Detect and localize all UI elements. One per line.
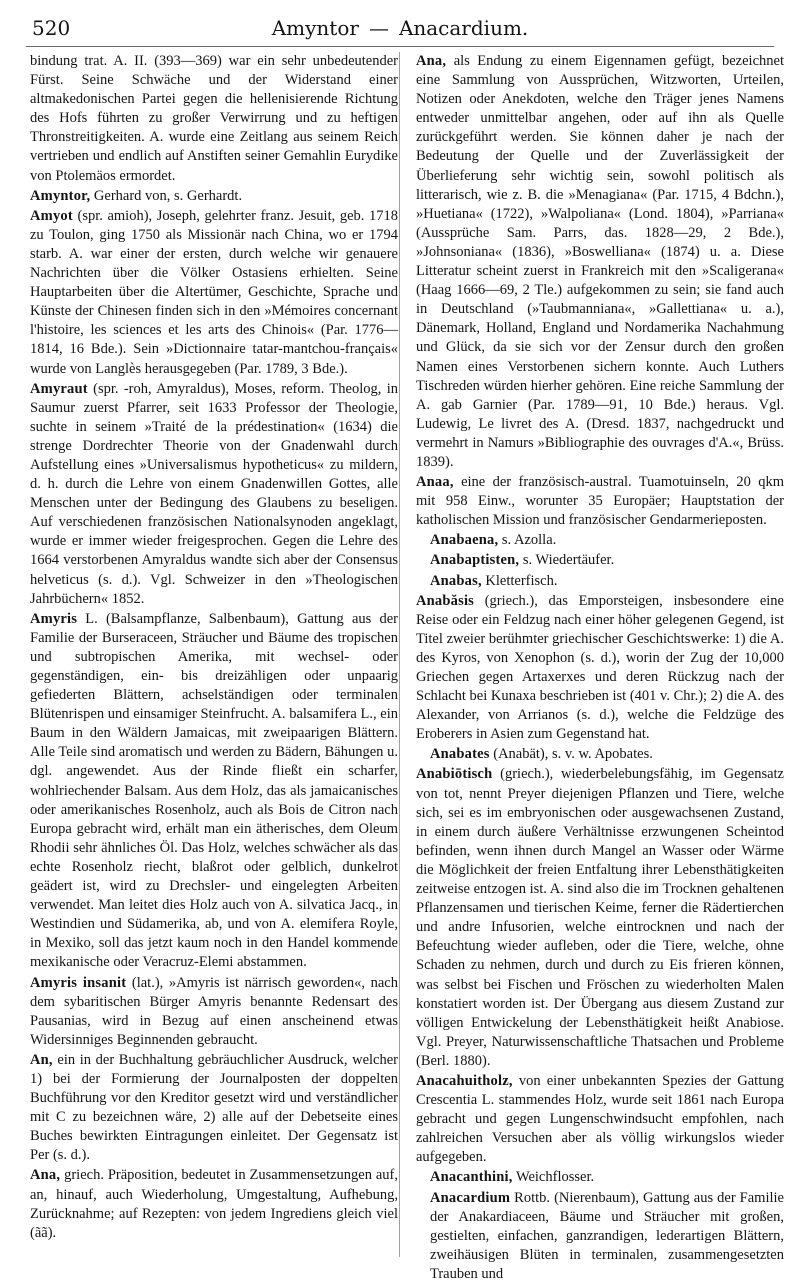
entry-text: als Endung zu einem Eigennamen gefügt, bezeichnet eine Sammlung von Aussprüchen, Witzworten, Urteilen, Notizen oder Anekdoten, welche den Träger jenes Namens entweder unmittelbar angehen, oder auf ihn als Quelle zurückgeführt werden. Sie können daher je nach der Bedeutung der Quelle und der Zuverlässigkeit der Überlieferung sehr wichtig sein, sowohl politisch als litterarisch, wie z. B. die »Menagiana« (Par. 1715, 4 Bdchn.), »Huetiana« (1722), »Walpoliana« (Lond. 1804), »Parriana« (Aussprüche Sam. Parrs, das. 1828—29, 2 Bde.), »Johnsoniana« (1836), »Boswelliana« (1874) u. a. Diese Litteratur scheint zuerst in Frankreich mit den »Scaligerana« (Haag 1666—69, 2 Tle.) aufgekommen zu sein; sie fand auch in Deutschland (»Taubmanniana«, »Gallettiana« u. a.), Dänemark, Holland, England und Nordamerika Nachahmung und Glück, da sie sich vor der Zensur durch den großen Namen eines Verstorbenen sichern konnte. Auch Luthers Tischreden würden hierher gehören. Eine reiche Sammlung der A. gab Garnier (Par. 1789—91, 10 Bde.) heraus. Vgl. Ludewig, Le livret des A. (Dresd. 1837, nachgedruckt und vermehrt in Namurs »Bibliographie des ouvrages d'A.«, Brüss. 1839).: [416, 53, 784, 470]
entry-text: (lat.), »Amyris ist närrisch geworden«, nach dem sybaritischen Bürger Amyris benannte Redensart des Pausanias, wird in Bezug auf einen anscheinend etwas Widersinniges Beginnenden gebraucht.: [30, 974, 398, 1048]
dictionary-entry: [416, 765, 784, 1071]
page-header: [26, 12, 774, 47]
dictionary-entry: [416, 1189, 784, 1284]
entry-text: ein in der Buchhaltung gebräuchlicher Ausdruck, welcher 1) bei der Formierung der Journalposten der doppelten Buchführung vor den Kreditor gesetzt wird und verständlicher mit C zu bezeichnen wäre, 2) alle auf der Debetseite eines Buches bewirkten Eintragungen einleitet. Der Gegensatz ist Per (s. d.).: [30, 1051, 398, 1164]
running-title-end: Anacardium.: [398, 16, 529, 40]
dictionary-entry: [30, 187, 398, 206]
entry-text: Rottb. (Nierenbaum), Gattung aus der Familie der Anakardiaceen, Bäume und Sträucher mit großen, gestielten, einfachen, ganzrandigen, lederartigen Blättern, zweihäusigen Blüten in terminalen, zusammengesetzten Trauben und: [430, 1189, 784, 1282]
entry-text: (spr. amioh), Joseph, gelehrter franz. Jesuit, geb. 1718 zu Toulon, ging 1750 als Missionär nach China, wo er 1794 starb. A. war einer der ersten, durch welche wir genauere Nachrichten über die Völker Ostasiens erhielten. Seine Hauptarbeiten über die Altertümer, Geschichte, Sprache und Künste der Chinesen finden sich in den »Mémoires concernant l'histoire, les sciences et les arts des Chinois« (Par. 1776—1814, 16 Bde.). Sein »Dictionnaire tatar-mantchou-français« wurde von Langlès herausgegeben (Par. 1789, 3 Bde.).: [30, 207, 398, 377]
dictionary-entry: [30, 1051, 398, 1166]
entry-headword: Amyraut: [30, 380, 88, 397]
running-title-start: Amyntor: [271, 16, 359, 40]
entry-headword: Anacardium: [430, 1189, 511, 1206]
entry-headword: Amyris insanit: [30, 974, 127, 991]
entry-headword: Anacanthini,: [430, 1169, 513, 1186]
dictionary-entry: [416, 473, 784, 530]
running-title: [26, 16, 774, 40]
entry-text: griech. Präposition, bedeutet in Zusammensetzungen auf, an, hinauf, auch Wiederholung, Umgestaltung, Aufhebung, Zurücknahme; auf Rezepten: von jedem Ingrediens gleich viel (ãã).: [30, 1167, 398, 1241]
dictionary-entry: [30, 974, 398, 1050]
entry-text: (spr. -roh, Amyraldus), Moses, reform. Theolog, in Saumur zuerst Pfarrer, seit 1633 Professor der Theologie, suchte in seinem »Traité de la prédestination« (1634) die strenge Dordrechter Theorie von der Gnadenwahl durch Aufstellung eines »Universalismus hypotheticus« zu mildern, d. h. durch die Lehre von einem Gnadenwillen Gottes, alle Menschen unter der Bedingung des Glaubens zu beseligen. Auf verschiedenen französischen Nationalsynoden angeklagt, wurde er immer wieder freigesprochen. Gegen die Lehre des 1664 verstorbenen Amyraldus wandte sich aber der Consensus helveticus (s. d.). Vgl. Schweizer in den »Theologischen Jahrbüchern« 1852.: [30, 380, 398, 607]
entry-text: L. (Balsampflanze, Salbenbaum), Gattung aus der Familie der Burseraceen, Sträucher und Bäume des tropischen und subtropischen Amerika, mit wechsel- oder gegenständigen, ein- bis dreizähligen oder unpaarig gefiederten Blättern, achselständigen oder terminalen Blütenrispen und einsamiger Steinfrucht. A. balsamifera L., ein Baum in den Wäldern Jamaicas, mit zweipaarigen Blättern. Alle Teile sind aromatisch und werden zu Bädern, Bähungen u. dgl. angewendet. Aus der Rinde fließt ein scharfer, wohlriechender Balsam. Aus dem Holz, das als jamaicanisches oder amerikanisches Rosenholz, auch als Bois de Citron nach Europa gebracht wird, erhält man ein ätherisches, dem Oleum Rhodii sehr ähnliches Öl. Das Holz, welches schwächer als das echte Rosenholz riecht, blaßrot oder gelblich, dunkelrot geädert ist, wird zu Drechsler- und eingelegten Arbeiten verwendet. Man leitet dies Holz auch von A. silvatica Jacq., in Westindien und Südamerika, ab, und von A. elemifera Royle, in Mexiko, soll das jetzt kaum noch in den Handel kommende mexikanische oder Veracruz-Elemi abstammen.: [30, 610, 398, 971]
entry-text: s. Wiedertäufer.: [519, 552, 615, 569]
dictionary-entry: [416, 531, 784, 550]
entry-headword: Anabaena,: [430, 532, 499, 549]
dictionary-entry: [30, 1166, 398, 1242]
dictionary-entry: [416, 592, 784, 745]
entry-headword: Anabiōtisch: [416, 766, 493, 783]
entry-headword: Ana,: [416, 53, 447, 69]
dictionary-entry: [30, 380, 398, 609]
entry-headword: Anaa,: [416, 474, 454, 491]
dictionary-entry: [416, 52, 784, 472]
dictionary-entry: [416, 551, 784, 570]
entry-text: Gerhard von, s. Gerhardt.: [90, 187, 243, 204]
dictionary-entry: [416, 572, 784, 591]
entry-text: (griech.), das Emporsteigen, insbesondere eine Reise oder ein Feldzug nach einer höher gelegenen Gegend, ist Titel zweier berühmter griechischer Geschichtswerke: 1) die A. des Kyros, von Xenophon (s. d.), worin der Zug der 10,000 Griechen gegen Artaxerxes und deren Rückzug nach der Schlacht bei Kunaxa beschrieben ist (401 v. Chr.); 2) die A. des Alexander, von Arrianos (s. d.), welche die Feldzüge des Eroberers in Asien zum Gegenstand hat.: [416, 592, 784, 743]
dictionary-entry: [416, 745, 784, 764]
entry-text: bindung trat. A. II. (393—369) war ein sehr unbedeutender Fürst. Seine Schwäche und der Widerstand einer altmakedonischen Partei gegen die hellenisierende Richtung des Hofs führten zu großer Verwirrung und zu heftigen Thronstreitigkeiten. A. wurde eine Zeitlang aus seinem Reich vertrieben und endlich auf Anstiften seiner Gemahlin Eurydike von Ptolemäos ermordet.: [30, 53, 398, 184]
entry-headword: Amyot: [30, 207, 73, 224]
dictionary-entry: [30, 610, 398, 973]
entry-text: (griech.), wiederbelebungsfähig, im Gegensatz von tot, nennt Preyer diejenigen Pflanzen und Tiere, welche sich, sei es im embryonischen oder ausgewachsenen Zustand, in einem durch äußere Verhältnisse erzwungenen Scheintod befinden, wenn ihnen durch Mangel an Wasser oder Wärme die Möglichkeit der freien Entfaltung ihrer Lebensthätigkeiten zeitweise entzogen ist. A. sind also die im Trocknen gehaltenen Pflanzensamen und tierischen Keime, ferner die Rädertierchen und andre Infusorien, welche eintrocknen und nach der Befeuchtung wieder aufleben, oder die Tiere, welche, ohne Schaden zu nehmen, durch und durch zu Eis frieren können, was selbst bei Fischen und Fröschen zu wiederholten Malen konstatiert worden ist. Der Übergang aus diesem Zustand zur völligen Entwickelung der Lebensthätigkeit heißt Anabiose. Vgl. Preyer, Naturwissenschaftliche Thatsachen und Probleme (Berl. 1880).: [416, 766, 784, 1069]
entry-headword: Anabăsis: [416, 592, 475, 609]
left-column: [30, 52, 398, 1262]
entry-headword: Amyntor,: [30, 187, 91, 204]
entry-text: Weichflosser.: [512, 1169, 595, 1186]
entry-headword: Anabates: [430, 746, 490, 763]
column-divider: [399, 52, 400, 1257]
entry-text: eine der französisch-austral. Tuamotuinseln, 20 qkm mit 958 Einw., worunter 35 Europäer; Hauptstation der katholischen Mission und französischer Gendarmerieposten.: [416, 474, 784, 529]
running-title-separator: —: [368, 16, 389, 40]
dictionary-entry: [416, 1168, 784, 1187]
dictionary-entry: [30, 207, 398, 379]
dictionary-entry: [30, 52, 398, 186]
entry-text: (Anabät), s. v. w. Apobates.: [489, 746, 653, 763]
entry-headword: Amyris: [30, 610, 78, 627]
entry-headword: Anabaptisten,: [430, 552, 520, 569]
entry-headword: An,: [30, 1051, 53, 1068]
entry-headword: Ana,: [30, 1167, 61, 1184]
entry-headword: Anabas,: [430, 572, 482, 589]
page-number: 520: [32, 16, 71, 40]
entry-text: Kletterfisch.: [481, 572, 558, 589]
dictionary-entry: [416, 1072, 784, 1167]
entry-text: s. Azolla.: [498, 532, 557, 549]
right-column: [416, 52, 784, 1282]
entry-text: von einer unbekannten Spezies der Gattung Crescentia L. stammendes Holz, wurde seit 1861 nach Europa gebracht und gegen Lungenschwindsucht empfohlen, nach zahlreichen Versuchen aber als völlig wirkungslos wieder aufgegeben.: [416, 1072, 784, 1166]
entry-headword: Anacahuitholz,: [416, 1072, 513, 1089]
